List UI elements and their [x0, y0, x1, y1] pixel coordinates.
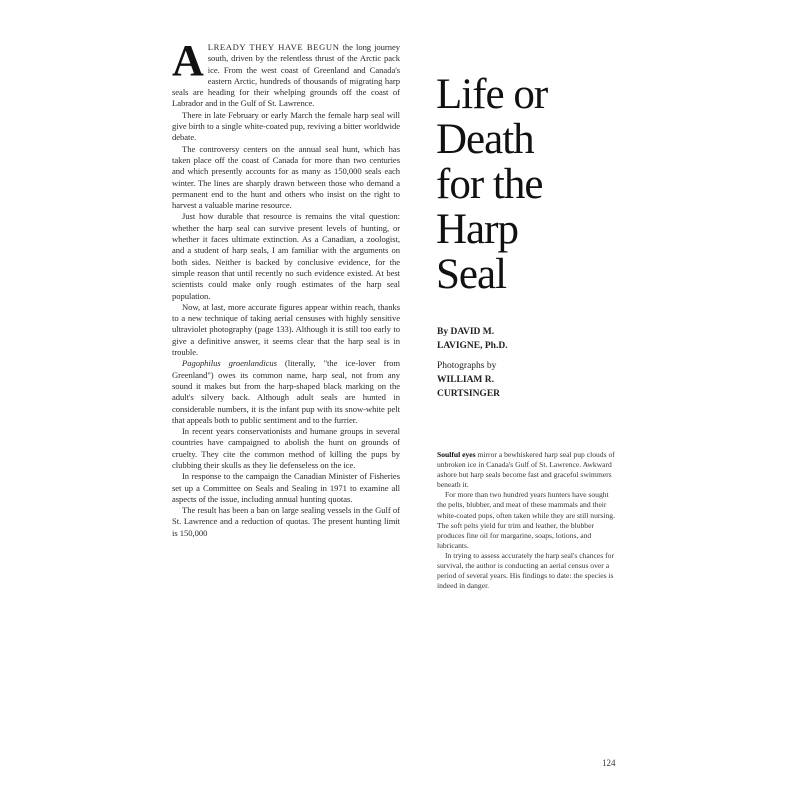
article-headline: [436, 72, 636, 297]
paragraph-text: the long journey south, driven by the relentless thrust of the Arctic pack ice. From the west coast of Greenland and Canada's eastern Arctic, hundreds of thousands of migrating harp seals are heading for their whelping grounds off the coast of Labrador and in the Gulf of St. Lawrence.: [172, 42, 400, 109]
headline-line: Seal: [436, 251, 507, 298]
caption-lead: Soulful eyes: [437, 450, 476, 459]
paragraph-text: (literally, "the ice-lover from Greenland") owes its common name, harp seal, not from any sound it makes but from the harp-shaped black marking on the adult's silvery back. Although adult seals are hunted in considerable numbers, it is the infant pup with its snow-white pelt that appeals both to public sentiment and to the furrier.: [172, 358, 401, 425]
headline-line: Harp: [436, 206, 518, 253]
article-paragraph: The result has been a ban on large sealing vessels in the Gulf of St. Lawrence and a reduction of quotas. The present hunting limit is 150,000: [172, 505, 400, 538]
photographer-name-cont: CURTSINGER: [437, 389, 501, 399]
headline-line: for the: [436, 161, 543, 208]
article-body: [172, 36, 401, 539]
drop-cap: A: [172, 36, 204, 85]
caption-paragraph: For more than two hundred years hunters have sought the pelts, blubber, and meat of these mammals and their white-coated pups, often taken while they are still nursing. The soft pelts yield fur trim and leather, the blubber produces fine oil for margarine, soaps, lotions, and lubricants.: [437, 490, 615, 550]
article-paragraph: [172, 358, 400, 426]
article-paragraph: In recent years conservationists and humane groups in several countries have campaigned to abolish the hunt on grounds of cruelty. They cite the common method of killing the pups by clubbing their skulls as they lie defenseless on the ice.: [172, 426, 400, 470]
caption-text: mirror a bewhiskered harp seal pup clouds of unbroken ice in Canada's Gulf of St. Lawrence. Awkward ashore but harp seals become fast and graceful swimmers beneath it.: [437, 450, 615, 490]
photo-caption: [437, 450, 619, 591]
headline-line: Death: [436, 116, 534, 163]
lead-in-caps: LREADY THEY HAVE BEGUN: [207, 42, 340, 52]
article-paragraph: [172, 36, 400, 110]
article-paragraph: There in late February or early March the female harp seal will give birth to a single white-coated pup, reviving a bitter worldwide debate.: [172, 109, 400, 143]
article-paragraph: Now, at last, more accurate figures appear within reach, thanks to a new technique of taking aerial censuses with highly sensitive ultraviolet photography (page 133). Although it is still too early to give a definitive answer, it seems clear that the harp seal is in trouble.: [172, 301, 400, 358]
page-number: 124: [602, 758, 616, 768]
article-paragraph: In response to the campaign the Canadian Minister of Fisheries set up a Committee on Seals and Sealing in 1971 to examine all aspects of the issue, including annual hunting quotas.: [172, 471, 400, 504]
species-name: Pagophilus groenlandicus: [182, 358, 277, 369]
author-name: By DAVID M.: [437, 327, 495, 337]
caption-paragraph: [437, 450, 619, 490]
article-paragraph: The controversy centers on the annual seal hunt, which has taken place off the coast of Canada for more than two centuries and which presently accounts for as many as 150,000 seals each winter. The lines are sharply drawn between those who demand a permanent end to the hunt and others who insist on the right to harvest a valuable marine resource.: [172, 143, 400, 211]
photographer-name: WILLIAM R.: [437, 375, 495, 385]
article-paragraph: Just how durable that resource is remains the vital question: whether the harp seal can survive present levels of hunting, or whether it faces ultimate extinction. As a Canadian, a zoologist, and a student of harp seals, I am familiar with the arguments on both sides. Neither is backed by conclusive evidence, for the simple reason that until recently no such evidence existed. At best scientists could make only rough estimates of the harp seal population.: [172, 211, 400, 301]
byline: [437, 325, 617, 401]
caption-paragraph: In trying to assess accurately the harp seal's chances for survival, the author is conducting an aerial census over a period of several years. His findings to date: the species is indeed in danger.: [437, 550, 614, 591]
author-name-cont: LAVIGNE, Ph.D.: [437, 341, 508, 351]
photo-credit-label: Photographs by: [437, 361, 497, 371]
headline-line: Life or: [436, 71, 548, 118]
